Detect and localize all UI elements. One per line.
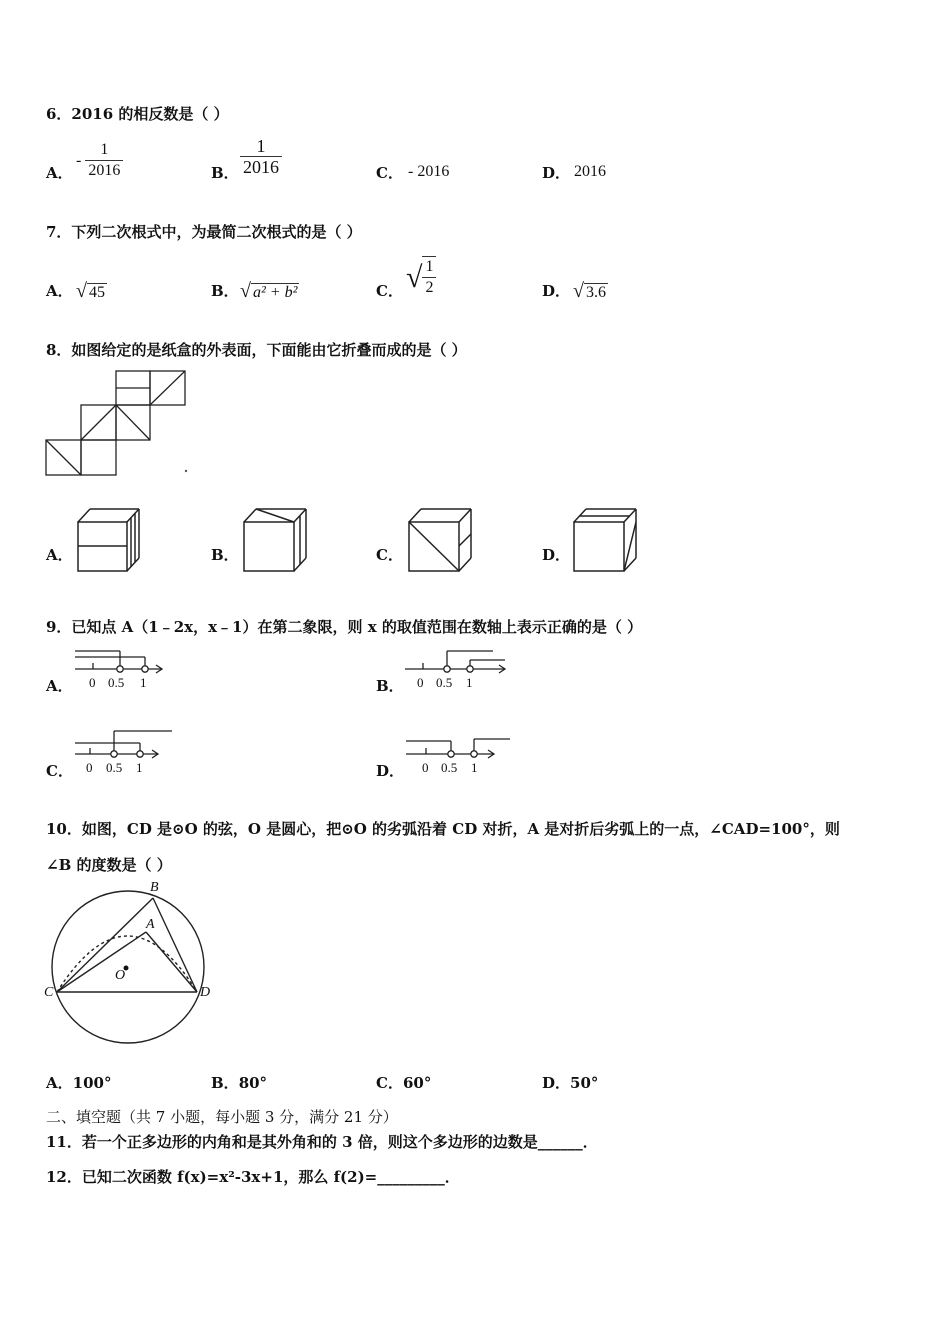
- point-d-label: D: [200, 985, 211, 1000]
- question-6-text: 6．2016 的相反数是（ ）: [46, 105, 229, 123]
- question-12-text: 12．已知二次函数 f(x)=x²-3x+1，那么 f(2)=_________．: [46, 1168, 460, 1186]
- q10-option-d-label: D．: [542, 1074, 571, 1092]
- q6-option-c-label: C．: [376, 164, 403, 182]
- sqrt-icon: √: [240, 280, 251, 302]
- q9-a-tick-1: 1: [140, 675, 147, 690]
- q7-c-denominator: 2: [425, 279, 434, 296]
- q7-option-b-label: B．: [211, 282, 239, 300]
- q9-d-tick-0: 0: [422, 760, 429, 775]
- question-11-text: 11．若一个正多边形的内角和是其外角和的 3 倍，则这个多边形的边数是______．: [46, 1133, 598, 1151]
- q7-option-c-label: C．: [376, 282, 403, 300]
- q10-option-b-label: B．: [211, 1074, 239, 1092]
- q7-b-radicand: a² + b²: [252, 284, 298, 301]
- q10-option-a-label: A．: [46, 1074, 73, 1092]
- q9-option-d-label: D．: [376, 762, 405, 780]
- q10-option-d: [542, 1072, 598, 1093]
- sqrt-icon: √: [406, 261, 423, 294]
- q9-option-b-label: B．: [376, 677, 404, 695]
- q9-c-tick-1: 1: [136, 760, 143, 775]
- q9-a-tick-0: 0: [89, 675, 96, 690]
- q8-option-a-label: A．: [46, 546, 73, 564]
- q9-d-tick-05: 0.5: [441, 760, 458, 775]
- point-b-label: B: [150, 880, 159, 895]
- question-10-line-2: ∠B 的度数是（ ）: [46, 856, 172, 874]
- q9-b-tick-0: 0: [417, 675, 424, 690]
- q9-c-tick-0: 0: [86, 760, 93, 775]
- q6-option-d-label: D．: [542, 164, 571, 182]
- question-7-text: 7．下列二次根式中，为最简二次根式的是（ ）: [46, 223, 362, 241]
- q10-option-c-label: C．: [376, 1074, 403, 1092]
- q9-b-tick-05: 0.5: [436, 675, 453, 690]
- q10-option-a-value: 100°: [72, 1074, 112, 1092]
- q10-option-a: [46, 1072, 111, 1093]
- question-8-text: 8．如图给定的是纸盒的外表面，下面能由它折叠而成的是（ ）: [46, 341, 467, 359]
- point-c-label: C: [44, 985, 54, 1000]
- q6-option-d-value: 2016: [574, 163, 606, 180]
- q6-a-sign: -: [76, 151, 82, 169]
- q6-option-b-label: B．: [211, 164, 239, 182]
- q9-c-tick-05: 0.5: [106, 760, 123, 775]
- q6-b-numerator: 1: [240, 136, 282, 157]
- sqrt-icon: √: [573, 280, 584, 302]
- q6-option-c-value: - 2016: [408, 163, 450, 180]
- q6-b-denominator: 2016: [243, 157, 279, 177]
- q9-b-tick-1: 1: [466, 675, 473, 690]
- q8-option-b-label: B．: [211, 546, 239, 564]
- q10-option-c-value: 60°: [402, 1074, 432, 1092]
- q7-option-a-label: A．: [46, 282, 73, 300]
- q10-option-d-value: 50°: [570, 1074, 599, 1092]
- sqrt-icon: √: [76, 280, 87, 302]
- q7-option-d-label: D．: [542, 282, 571, 300]
- q8-option-c-label: C．: [376, 546, 403, 564]
- q9-option-a-label: A．: [46, 677, 73, 695]
- q6-a-denominator: 2016: [88, 162, 121, 179]
- q9-option-c-label: C．: [46, 762, 73, 780]
- point-a-label: A: [146, 917, 155, 932]
- q9-a-tick-05: 0.5: [108, 675, 125, 690]
- q10-option-b: [211, 1072, 267, 1093]
- q7-d-radicand: 3.6: [585, 284, 606, 301]
- q10-option-c: [376, 1072, 431, 1093]
- section-2-title: 二、填空题（共 7 小题，每小题 3 分，满分 21 分）: [46, 1108, 398, 1126]
- q7-c-numerator: 1: [422, 257, 436, 278]
- center-o-label: O: [115, 968, 126, 983]
- q6-a-numerator: 1: [85, 140, 123, 161]
- q10-option-b-value: 80°: [238, 1074, 268, 1092]
- question-9-text: 9．已知点 A（1﹣2x，x﹣1）在第二象限，则 x 的取值范围在数轴上表示正确的是（ ）: [46, 618, 643, 636]
- question-10-line-1: 10．如图，CD 是⊙O 的弦，O 是圆心，把⊙O 的劣弧沿着 CD 对折，A 是对折后劣弧上的一点，∠CAD=100°，则: [46, 820, 840, 838]
- q7-a-radicand: 45: [88, 284, 105, 301]
- q9-d-tick-1: 1: [471, 760, 478, 775]
- q6-option-a-label: A．: [46, 164, 73, 182]
- q8-option-d-label: D．: [542, 546, 571, 564]
